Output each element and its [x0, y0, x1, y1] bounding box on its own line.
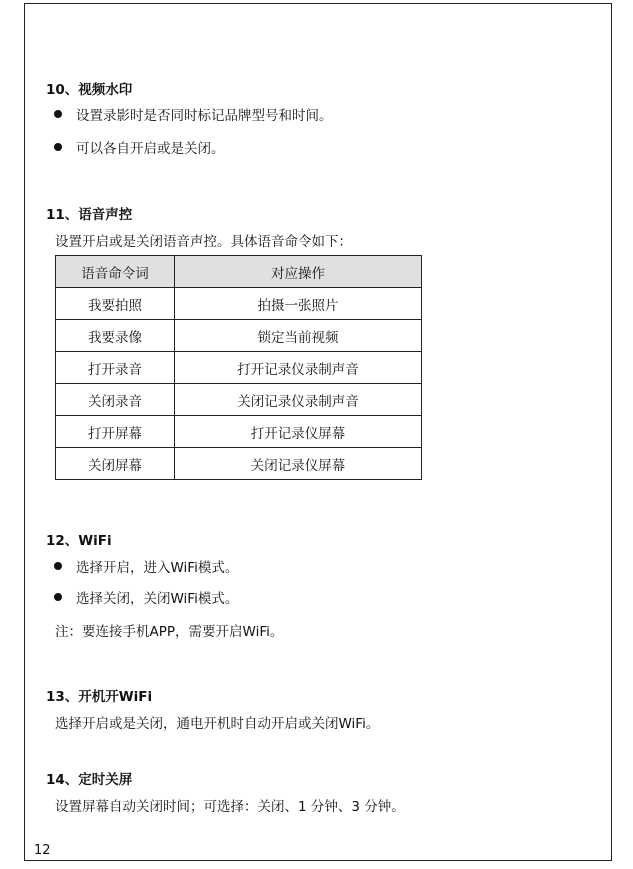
table-cell-command: 关闭录音 [56, 384, 175, 416]
section-11-intro: 设置开启或是关闭语音声控。具体语音命令如下： [55, 234, 352, 250]
table-cell-action: 锁定当前视频 [175, 320, 422, 352]
section-12-bullet-1 [54, 556, 238, 576]
bullet-dot-icon [54, 562, 62, 570]
table-row [56, 416, 422, 448]
bullet-text: 可以各自开启或是关闭。 [76, 141, 225, 157]
table-row [56, 384, 422, 416]
section-10-bullet-1 [54, 104, 333, 124]
section-12-title: 12、WiFi [46, 533, 112, 549]
table-header-row [56, 256, 422, 288]
section-10-bullet-2 [54, 137, 225, 157]
table-cell-command: 我要拍照 [56, 288, 175, 320]
bullet-text: 设置录影时是否同时标记品牌型号和时间。 [76, 108, 333, 124]
voice-command-table [55, 255, 422, 480]
table-cell-action: 打开记录仪屏幕 [175, 416, 422, 448]
section-12-bullet-2 [54, 587, 238, 607]
table-row [56, 448, 422, 480]
table-cell-action: 拍摄一张照片 [175, 288, 422, 320]
bullet-text: 选择关闭，关闭WiFi模式。 [76, 591, 239, 607]
section-11-title: 11、语音声控 [46, 207, 133, 223]
table-cell-action: 关闭记录仪屏幕 [175, 448, 422, 480]
table-header-command: 语音命令词 [56, 256, 175, 288]
table-cell-command: 打开录音 [56, 352, 175, 384]
table-cell-action: 打开记录仪录制声音 [175, 352, 422, 384]
bullet-text: 选择开启，进入WiFi模式。 [76, 560, 239, 576]
table-cell-command: 打开屏幕 [56, 416, 175, 448]
table-header-action: 对应操作 [175, 256, 422, 288]
table-row [56, 288, 422, 320]
section-10-title: 10、视频水印 [46, 82, 133, 98]
table-row [56, 320, 422, 352]
bullet-dot-icon [54, 593, 62, 601]
bullet-dot-icon [54, 110, 62, 118]
table-cell-command: 我要录像 [56, 320, 175, 352]
table-cell-action: 关闭记录仪录制声音 [175, 384, 422, 416]
section-14-text: 设置屏幕自动关闭时间；可选择：关闭、1 分钟、3 分钟。 [55, 799, 405, 815]
bullet-dot-icon [54, 143, 62, 151]
section-13-title: 13、开机开WiFi [46, 689, 153, 705]
table-row [56, 352, 422, 384]
section-14-title: 14、定时关屏 [46, 772, 133, 788]
section-13-text: 选择开启或是关闭，通电开机时自动开启或关闭WiFi。 [55, 716, 380, 732]
section-12-note: 注：要连接手机APP，需要开启WiFi。 [55, 624, 284, 640]
page-number: 12 [34, 843, 51, 858]
table-cell-command: 关闭屏幕 [56, 448, 175, 480]
